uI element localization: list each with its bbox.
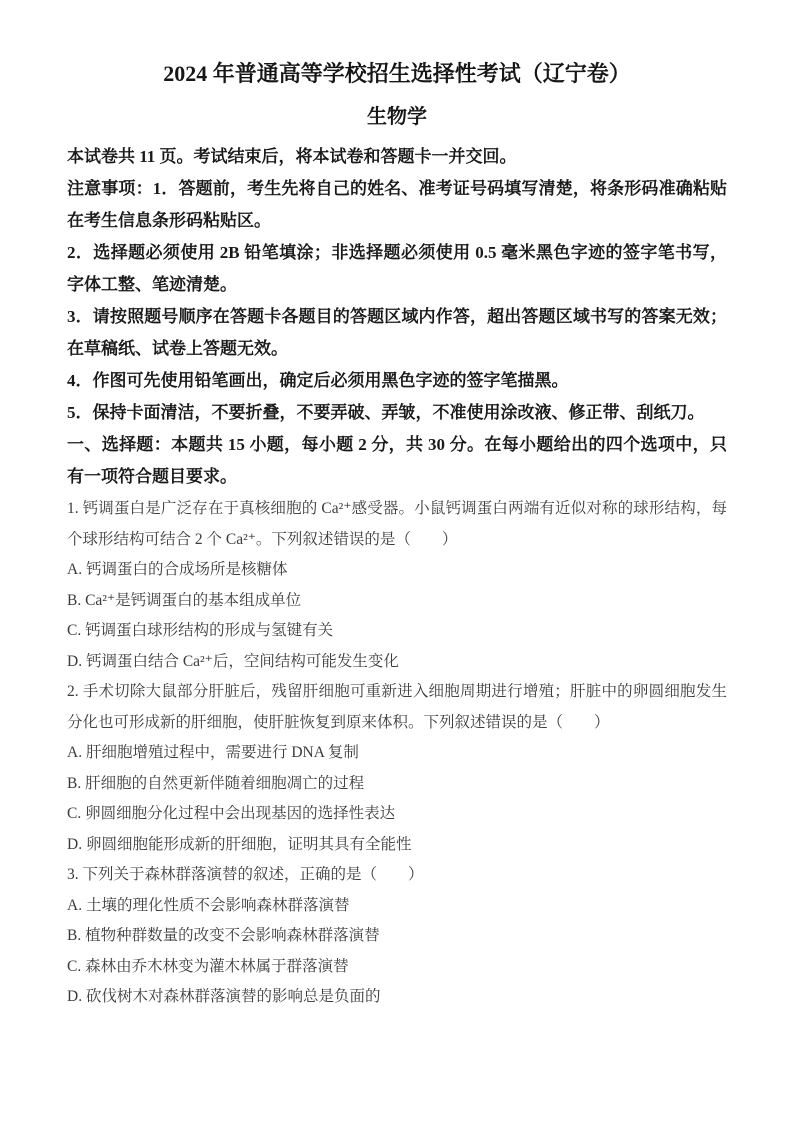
question-stem: 2. 手术切除大鼠部分肝脏后，残留肝细胞可重新进入细胞周期进行增殖；肝脏中的卵圆细胞发生分化也可形成新的肝细胞，使肝脏恢复到原来体积。下列叙述错误的是（ ） [67, 683, 727, 731]
question-option-d: D. 卵圆细胞能形成新的肝细胞，证明其具有全能性 [67, 835, 412, 853]
question-option-c: C. 卵圆细胞分化过程中会出现基因的选择性表达 [67, 805, 396, 822]
question-3 [67, 860, 727, 1013]
exam-return-note: 本试卷共 11 页。考试结束后，将本试卷和答题卡一并交回。 [67, 147, 517, 166]
question-stem: 3. 下列关于森林群落演替的叙述，正确的是（ ） [67, 866, 424, 883]
exam-subject: 生物学 [367, 106, 427, 128]
notice-item-3: 3．请按照题号顺序在答题卡各题目的答题区域内作答，超出答题区域书写的答案无效；在草稿纸、试卷上答题无效。 [67, 307, 727, 358]
notice-item-1: 注意事项：1．答题前，考生先将自己的姓名、准考证号码填写清楚，将条形码准确粘贴在考生信息条形码粘贴区。 [67, 179, 727, 230]
notice-item-2: 2．选择题必须使用 2B 铅笔填涂；非选择题必须使用 0.5 毫米黑色字迹的签字笔书写，字体工整、笔迹清楚。 [67, 243, 727, 294]
question-option-a: A. 肝细胞增殖过程中，需要进行 DNA 复制 [67, 744, 359, 761]
question-option-b: B. Ca²⁺是钙调蛋白的基本组成单位 [67, 591, 302, 609]
notice-item-5: 5．保持卡面清洁，不要折叠，不要弄破、弄皱，不准使用涂改液、修正带、刮纸刀。 [67, 403, 705, 422]
question-option-c: C. 钙调蛋白球形结构的形成与氢键有关 [67, 622, 334, 639]
question-2 [67, 677, 727, 860]
question-option-b: B. 植物种群数量的改变不会影响森林群落演替 [67, 927, 380, 944]
question-1 [67, 494, 727, 677]
question-option-d: D. 钙调蛋白结合 Ca²⁺后，空间结构可能发生变化 [67, 652, 399, 670]
question-stem: 1. 钙调蛋白是广泛存在于真核细胞的 Ca²⁺感受器。小鼠钙调蛋白两端有近似对称的球形结构，每个球形结构可结合 2 个 Ca²⁺。下列叙述错误的是（ ） [67, 500, 727, 548]
section-header: 一、选择题：本题共 15 小题，每小题 2 分，共 30 分。在每小题给出的四个选项中，只有一项符合题目要求。 [67, 435, 727, 486]
question-option-a: A. 钙调蛋白的合成场所是核糖体 [67, 561, 288, 578]
question-option-a: A. 土壤的理化性质不会影响森林群落演替 [67, 896, 350, 914]
exam-instructions [67, 141, 727, 493]
question-list [67, 494, 727, 1013]
notice-item-4: 4．作图可先使用铅笔画出，确定后必须用黑色字迹的签字笔描黑。 [67, 371, 569, 390]
exam-title: 2024 年普通高等学校招生选择性考试（辽宁卷） [163, 61, 631, 86]
question-option-d: D. 砍伐树木对森林群落演替的影响总是负面的 [67, 988, 381, 1005]
question-option-c: C. 森林由乔木林变为灌木林属于群落演替 [67, 957, 349, 975]
question-option-b: B. 肝细胞的自然更新伴随着细胞凋亡的过程 [67, 774, 365, 792]
